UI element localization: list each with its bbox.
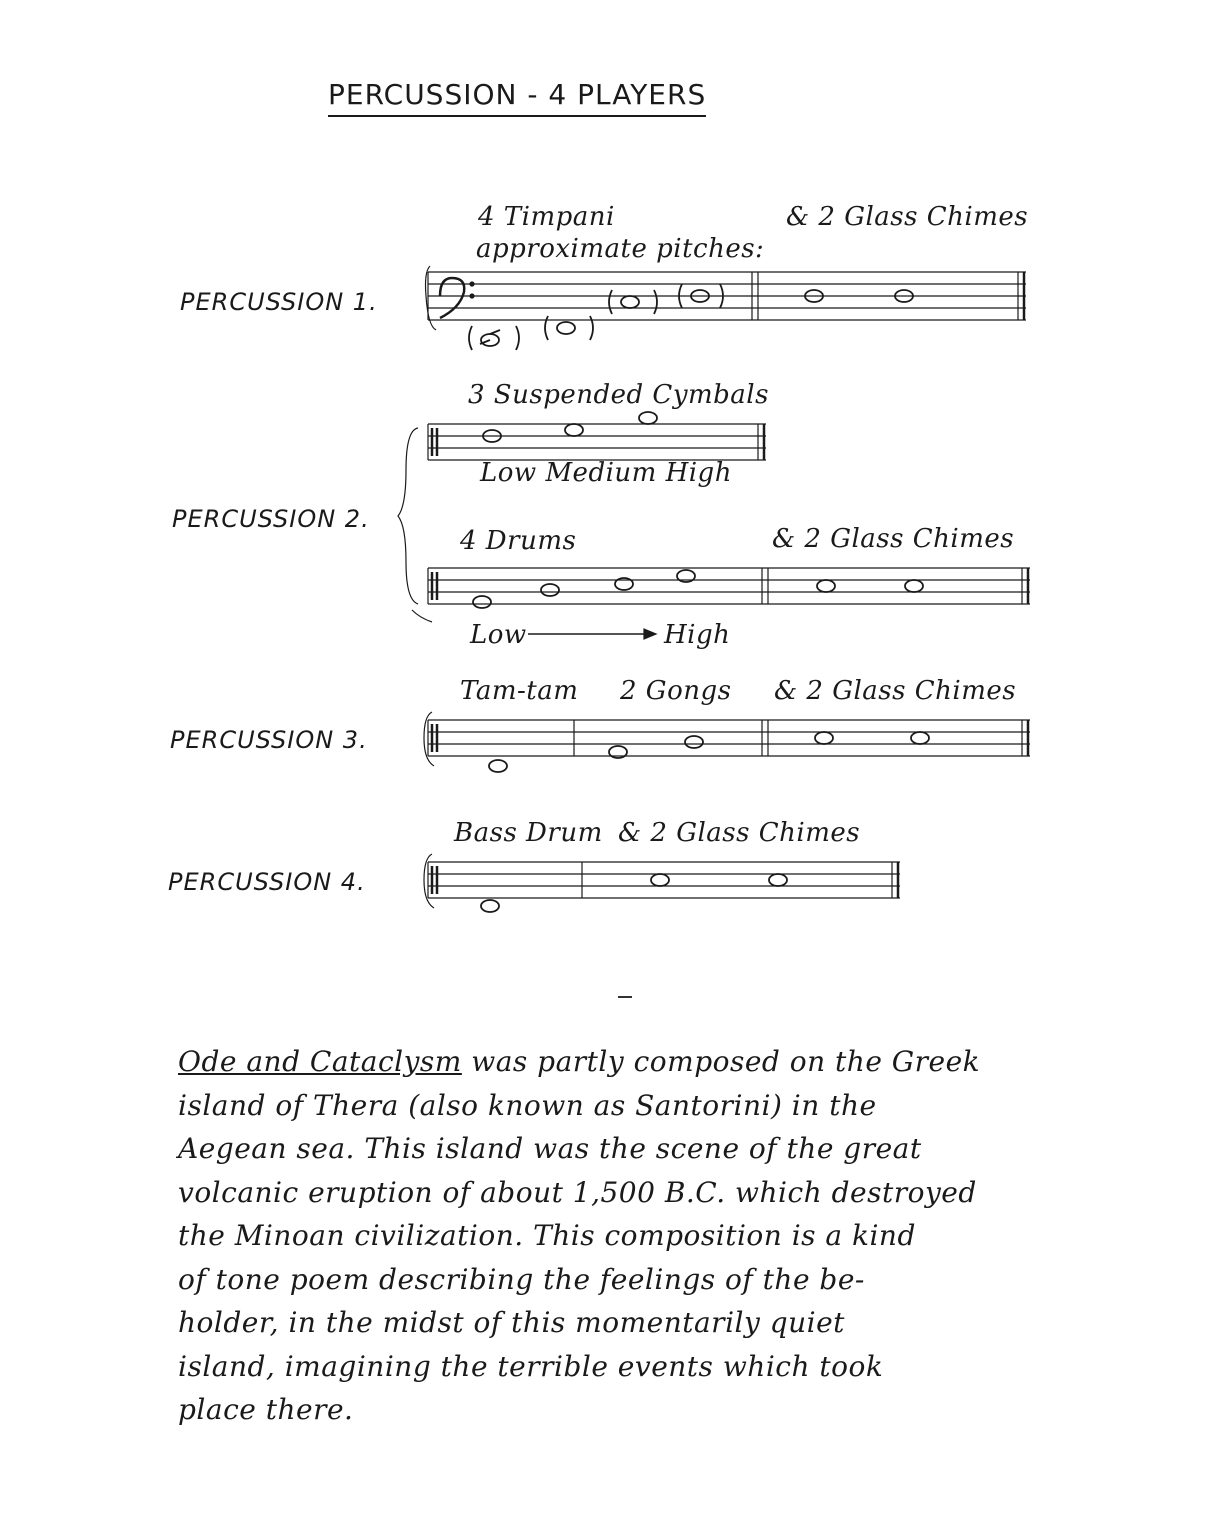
player-1-label: PERCUSSION 1. (180, 288, 378, 316)
program-note-text: was partly composed on the Greek (461, 1045, 981, 1078)
player-3-label: PERCUSSION 3. (170, 726, 368, 754)
page-title: PERCUSSION - 4 PLAYERS (328, 78, 706, 117)
p1-glass-chimes-annotation: & 2 Glass Chimes (786, 202, 1029, 232)
p4-glass-chimes-annotation: & 2 Glass Chimes (618, 818, 861, 848)
staff-player-4 (424, 854, 900, 908)
approx-pitches-annotation: approximate pitches: (476, 234, 765, 264)
cymbal-range-annotation: Low Medium High (480, 458, 732, 488)
player-4-label: PERCUSSION 4. (168, 868, 366, 896)
cymbals-annotation: 3 Suspended Cymbals (468, 380, 769, 410)
drums-low-annotation: Low (470, 620, 527, 650)
program-note-line: Aegean sea. This island was the scene of the great (178, 1132, 922, 1165)
player-2-brace (398, 428, 418, 604)
work-title: Ode and Cataclysm (178, 1045, 462, 1078)
program-note-line: of tone poem describing the feelings of the be- (178, 1262, 865, 1296)
player-2-label: PERCUSSION 2. (172, 505, 370, 533)
p3-glass-chimes-annotation: & 2 Glass Chimes (774, 676, 1017, 706)
tamtam-annotation: Tam-tam (460, 676, 579, 706)
program-note-line (178, 1040, 1038, 1084)
program-note-line: island, imagining the terrible events which took (178, 1349, 884, 1383)
gongs-annotation: 2 Gongs (620, 676, 732, 706)
program-note-line: the Minoan civilization. This composition is a kind (178, 1219, 916, 1252)
program-note-line: volcanic eruption of about 1,500 B.C. which destroyed (178, 1175, 977, 1209)
drums-annotation: 4 Drums (460, 526, 577, 556)
program-note (178, 1040, 1038, 1432)
staff-player-2-cymbals (428, 424, 766, 460)
staff-player-3 (424, 712, 1030, 766)
program-note-line: holder, in the midst of this momentarily quiet (178, 1306, 845, 1339)
program-note-line: island of Thera (also known as Santorini) in the (178, 1088, 877, 1122)
separator-mark (618, 996, 632, 998)
staff-player-2-drums (428, 568, 1030, 604)
program-note-line: place there. (178, 1393, 354, 1426)
timpani-annotation: 4 Timpani (478, 202, 615, 232)
drums-high-annotation: High (664, 620, 731, 650)
staff-player-1 (426, 266, 1027, 330)
bass-drum-annotation: Bass Drum (454, 818, 603, 848)
p2-glass-chimes-annotation: & 2 Glass Chimes (772, 524, 1015, 554)
